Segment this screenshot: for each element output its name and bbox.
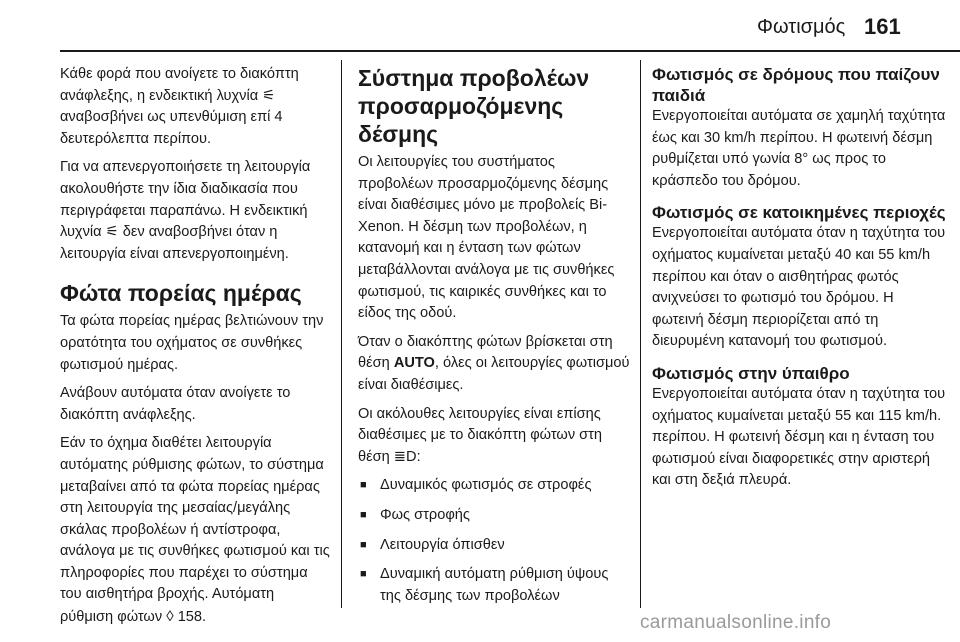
- column-divider-right: [640, 60, 641, 608]
- paragraph: Για να απενεργοποιήσετε τη λειτουργία ακολουθήστε την ίδια διαδικασία που περιγράφεται παραπάνω. Η ενδεικτική λυχνία ⚟ δεν αναβοσβήνει όταν η λειτουργία είναι απενεργοποιημένη.: [60, 159, 311, 262]
- list-item: ■ Δυναμική αυτόματη ρύθμιση ύψους της δέσμης των προβολέων: [358, 564, 630, 607]
- column-left: [60, 64, 330, 636]
- column-divider-left: [341, 60, 342, 608]
- paragraph: Ενεργοποιείται αυτόματα σε χαμηλή ταχύτητα έως και 30 km/h περίπου. Η φωτεινή δέσμη ρυθμίζεται υπό γωνία 8° ως προς το κράσπεδο του δρόμου.: [652, 108, 946, 189]
- paragraph: [60, 433, 330, 628]
- paragraph: Ανάβουν αυτόματα όταν ανοίγετε το διακόπτη ανάφλεξης.: [60, 385, 291, 423]
- paragraph: Οι ακόλουθες λειτουργίες είναι επίσης διαθέσιμες με το διακόπτη φώτων στη θέση ≣D:: [358, 405, 603, 465]
- list-item: ■ Λειτουργία όπισθεν: [358, 535, 630, 557]
- list-item: ■ Δυναμικός φωτισμός σε στροφές: [358, 475, 630, 497]
- subsection-heading: Φωτισμός σε δρόμους που παίζουν παιδιά: [652, 65, 940, 105]
- column-right: [652, 64, 948, 499]
- section-heading: Σύστημα προβολέων προσαρμοζόμενης δέσμης: [358, 65, 590, 147]
- page-reference-link[interactable]: 158.: [177, 609, 207, 626]
- paragraph: Οι λειτουργίες του συστήματος προβολέων προσαρμοζόμενης δέσμης είναι διαθέσιμες μόνο με προβολείς Bi-Xenon. Η δέσμη των προβολέων, η κατανομή και η ένταση των φώτων μεταβάλλονται ανάλογα με τις συνθήκες φωτισμού, τις καιρικές συνθήκες και το είδος της οδού.: [358, 154, 615, 322]
- paragraph: Κάθε φορά που ανοίγετε το διακόπτη ανάφλεξης, η ενδεικτική λυχνία ⚟ αναβοσβήνει ως υπενθύμιση επί 4 δευτερόλεπτα περίπου.: [60, 66, 299, 147]
- paragraph-text: Εάν το όχημα διαθέτει λειτουργία αυτόματης ρύθμισης φώτων, το σύστημα μεταβαίνει από τα φώτα πορείας ημέρας στη λειτουργία της μεσαίας/μεγάλης σκάλας προβολέων ή αντίστροφα, ανάλογα με τις συνθήκες φωτισμού και τις πληροφορίες που παρέχει το σύστημα του αισθητήρα βροχής. Αυτόματη ρύθμιση φώτων: [60, 435, 330, 626]
- watermark: carmanualsonline.info: [640, 612, 832, 633]
- paragraph: Τα φώτα πορείας ημέρας βελτιώνουν την ορατότητα του οχήματος σε συνθήκες φωτισμού ημέρας.: [60, 313, 324, 373]
- paragraph-text: Όταν ο διακόπτης φώτων βρίσκεται στη θέση: [358, 333, 613, 372]
- paragraph-text: , όλες οι λειτουργίες φωτισμού είναι διαθέσιμες.: [358, 355, 630, 393]
- page-number: 161: [864, 14, 901, 39]
- subsection-heading: Φωτισμός στην ύπαιθρο: [652, 363, 850, 383]
- paragraph: Ενεργοποιείται αυτόματα όταν η ταχύτητα του οχήματος κυμαίνεται μεταξύ 55 και 115 km/h. περίπου. Η φωτεινή δέσμη και η ένταση του φωτισμού είναι διαφορετικές στην αριστερή και στη δεξιά πλευρά.: [652, 385, 946, 489]
- section-heading: Φώτα πορείας ημέρας: [60, 280, 302, 307]
- subsection-heading: Φωτισμός σε κατοικημένες περιοχές: [652, 203, 946, 223]
- feature-list: [358, 475, 630, 607]
- list-item: ■ Φως στροφής: [358, 505, 630, 527]
- page-header: [0, 0, 960, 56]
- paragraph: [358, 332, 630, 397]
- header-rule: [60, 50, 960, 52]
- paragraph: Ενεργοποιείται αυτόματα όταν η ταχύτητα του οχήματος κυμαίνεται μεταξύ 40 και 55 km/h περίπου και όταν ο αισθητήρας φωτός ανιχνεύσει το φωτισμό του δρόμου. Η φωτεινή δέσμη περιορίζεται από τη διευρυμένη κατανομή του φωτισμού.: [652, 225, 946, 350]
- running-title: Φωτισμός: [757, 16, 846, 38]
- page-reference-arrow-icon: ◊: [166, 608, 174, 626]
- column-middle: [358, 64, 630, 615]
- switch-position-auto: AUTO: [393, 355, 435, 372]
